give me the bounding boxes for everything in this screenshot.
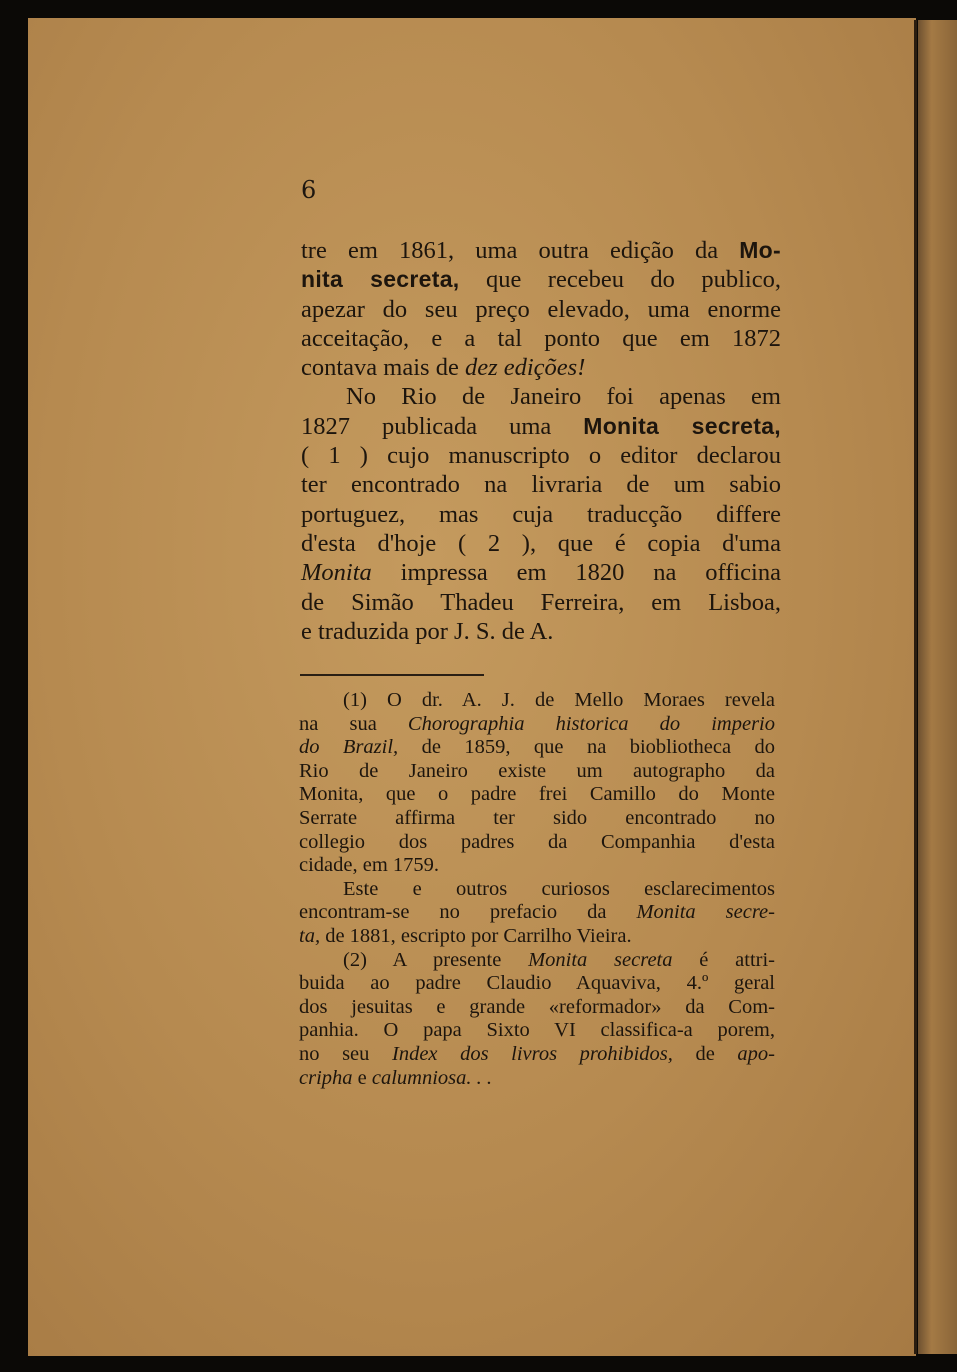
text-line: [301, 558, 781, 587]
text-line: [301, 529, 781, 558]
text-line: [301, 265, 781, 294]
italic-text: dez edições!: [464, 354, 586, 382]
text-span: cidade, em 1759.: [299, 854, 440, 877]
footnote-line: [299, 854, 775, 878]
bold-text: Mo-: [739, 237, 781, 263]
footnote-line: [299, 713, 775, 737]
footnote-line: [299, 807, 775, 831]
text-span: Este e outros curiosos esclarecimentos: [343, 877, 775, 900]
text-span: contava mais de: [301, 354, 465, 382]
text-span: impressa em 1820 na officina: [371, 559, 781, 587]
text-span: que recebeu do publico,: [459, 266, 781, 294]
footnote-line: [299, 783, 775, 807]
italic-text: calumniosa. . .: [371, 1066, 493, 1089]
text-line: [301, 617, 781, 646]
footnote-rule: [300, 674, 484, 676]
italic-text: apo-: [737, 1042, 775, 1065]
main-text: [301, 236, 781, 646]
footnote-line: [299, 1043, 775, 1067]
footnote-line: [299, 831, 775, 855]
footnote-line: [299, 949, 775, 973]
text-span: apezar do seu preço elevado, uma enorme: [301, 295, 781, 323]
text-span: collegio dos padres da Companhia d'esta: [299, 830, 775, 853]
adjacent-page-strip: [918, 20, 957, 1354]
text-span: de 1859, que na biobliotheca do: [398, 736, 775, 759]
text-span: (2) A presente: [343, 948, 529, 971]
text-span: encontram-se no prefacio da: [299, 901, 637, 924]
text-span: portuguez, mas cuja traducção differe: [301, 500, 781, 528]
footnotes: [299, 689, 775, 1090]
text-line: [301, 382, 781, 411]
text-line: [301, 412, 781, 441]
footnote-line: [299, 1067, 775, 1091]
footnote-line: [299, 736, 775, 760]
footnote-line: [299, 972, 775, 996]
page-number: 6: [301, 176, 317, 204]
italic-text: Monita: [301, 559, 372, 587]
text-line: [301, 353, 781, 382]
text-span: no seu: [299, 1042, 392, 1065]
italic-text: Monita secre-: [636, 901, 775, 924]
italic-text: cripha: [299, 1066, 353, 1089]
text-span: Monita, que o padre frei Camillo do Monte: [299, 783, 775, 806]
footnote-line: [299, 901, 775, 925]
text-line: [301, 470, 781, 499]
text-line: [301, 236, 781, 265]
text-span: (1) O dr. A. J. de Mello Moraes revela: [343, 689, 775, 711]
bold-text: Monita secreta,: [583, 412, 781, 439]
text-span: ter encontrado na livraria de um sabio: [301, 471, 781, 499]
text-span: Serrate affirma ter sido encontrado no: [299, 806, 775, 829]
text-span: de: [672, 1042, 738, 1065]
text-line: [301, 500, 781, 529]
text-line: [301, 324, 781, 353]
text-span: é attri-: [672, 948, 775, 971]
text-span: ( 1 ) cujo manuscripto o editor declarou: [301, 442, 781, 470]
text-span: tre em 1861, uma outra edição da: [301, 237, 740, 264]
footnote-line: [299, 689, 775, 713]
text-span: buida ao padre Claudio Aquaviva, 4.º geral: [299, 972, 775, 995]
text-span: de Simão Thadeu Ferreira, em Lisboa,: [301, 588, 781, 616]
text-span: acceitação, e a tal ponto que em 1872: [301, 324, 781, 352]
text-span: Rio de Janeiro existe um autographo da: [299, 759, 775, 782]
footnote-line: [299, 925, 775, 949]
footnote-line: [299, 878, 775, 902]
italic-text: Monita secreta: [528, 948, 673, 971]
text-span: de 1881, escripto por Carrilho Vieira.: [320, 924, 632, 947]
italic-text: do Brazil,: [299, 736, 399, 759]
italic-text: Chorographia historica do imperio: [407, 712, 775, 735]
italic-text: ta,: [299, 924, 321, 947]
text-span: dos jesuitas e grande «reformador» da Com-: [299, 995, 775, 1018]
text-span: d'esta d'hoje ( 2 ), que é copia d'uma: [301, 529, 781, 557]
text-span: 1827 publicada uma: [301, 412, 584, 440]
text-line: [301, 295, 781, 324]
text-span: panhia. O papa Sixto VI classifica-a porem,: [299, 1019, 775, 1042]
footnote-line: [299, 1019, 775, 1043]
text-span: No Rio de Janeiro foi apenas em: [346, 383, 781, 411]
page-edge-divider: [914, 20, 917, 1354]
scanned-page: [28, 18, 916, 1356]
text-span: e traduzida por J. S. de A.: [301, 617, 554, 645]
italic-text: Index dos livros prohibidos,: [392, 1042, 673, 1065]
text-span: na sua: [299, 712, 408, 735]
text-line: [301, 441, 781, 470]
text-span: e: [352, 1066, 372, 1089]
footnote-line: [299, 996, 775, 1020]
bold-text: nita secreta,: [301, 266, 460, 293]
footnote-line: [299, 760, 775, 784]
text-line: [301, 588, 781, 617]
